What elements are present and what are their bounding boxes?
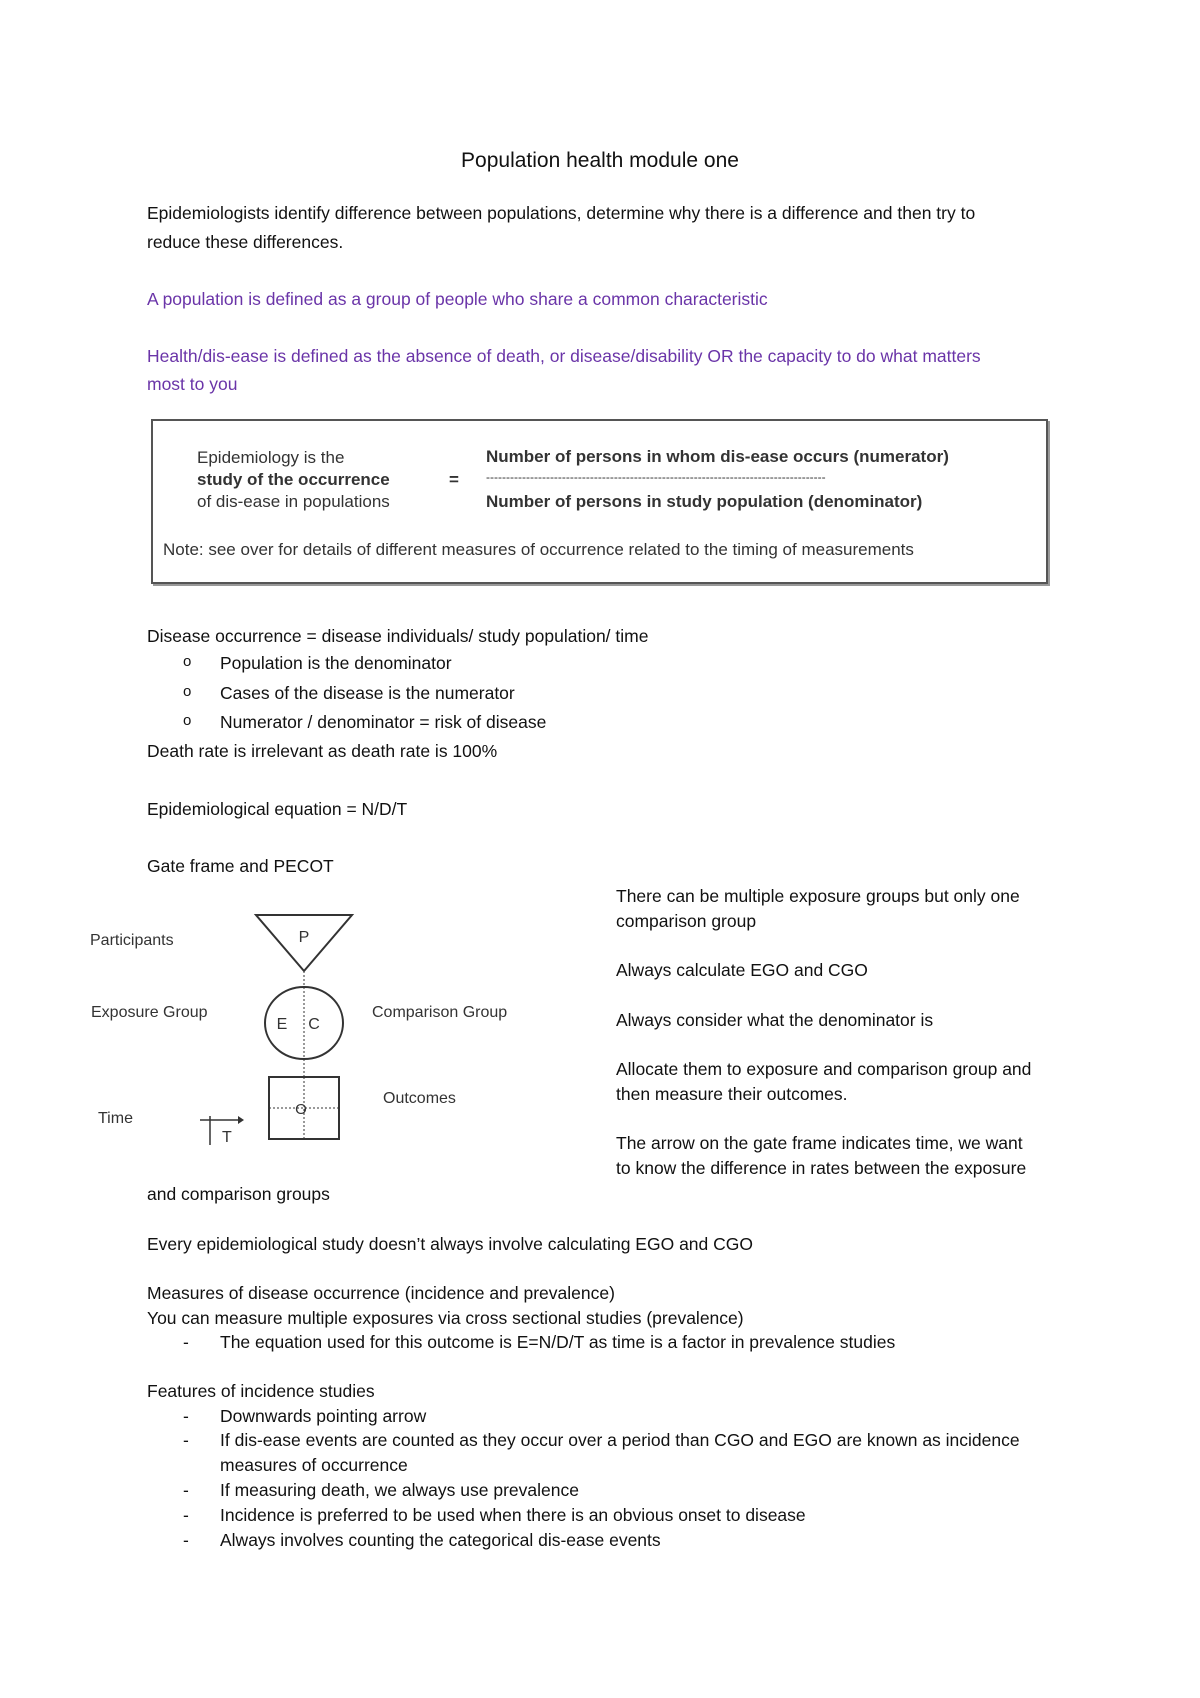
- incidence-bullet-3: If measuring death, we always use prevalence: [220, 1480, 579, 1500]
- epidemiology-definition-box: [151, 419, 1048, 584]
- exposure-group-label: Exposure Group: [91, 1004, 208, 1021]
- death-rate-line: Death rate is irrelevant as death rate is 100%: [147, 741, 498, 761]
- box-left-line-2-text: study of the occurrence: [197, 470, 390, 489]
- occurrence-bullet-3: Numerator / denominator = risk of disease: [220, 712, 547, 732]
- bullet-marker: o: [183, 653, 192, 670]
- measures-line-2: You can measure multiple exposures via cross sectional studies (prevalence): [147, 1308, 744, 1328]
- incidence-bullet-2-line-1: If dis-ease events are counted as they occur over a period than CGO and EGO are known as incidence: [220, 1430, 1020, 1450]
- intro-line-2: reduce these differences.: [147, 232, 344, 252]
- comparison-group-label: Comparison Group: [372, 1004, 508, 1021]
- occurrence-heading: Disease occurrence = disease individuals/ study population/ time: [147, 626, 649, 646]
- gate-frame-heading: Gate frame and PECOT: [147, 856, 334, 876]
- population-definition: A population is defined as a group of people who share a common characteristic: [147, 289, 768, 309]
- note-5-line-2: to know the difference in rates between the exposure: [616, 1158, 1027, 1178]
- note-1-line-1: There can be multiple exposure groups but only one: [616, 886, 1020, 906]
- note-2: Always calculate EGO and CGO: [616, 960, 868, 980]
- every-study-line: Every epidemiological study doesn’t always involve calculating EGO and CGO: [147, 1234, 753, 1254]
- gate-frame-diagram: [190, 905, 370, 1145]
- box-note: Note: see over for details of different measures of occurrence related to the timing of measurements: [163, 540, 914, 559]
- health-definition-line-1: Health/dis-ease is defined as the absence of death, or disease/disability OR the capacity to do what matters: [147, 346, 981, 366]
- page-title: Population health module one: [461, 149, 739, 172]
- box-numerator: Number of persons in whom dis-ease occurs (numerator): [486, 447, 949, 466]
- dash-marker: -: [183, 1480, 189, 1500]
- box-left-line-3: of dis-ease in populations: [197, 492, 390, 511]
- note-4-line-1: Allocate them to exposure and comparison group and: [616, 1059, 1032, 1079]
- t-label: T: [222, 1129, 232, 1145]
- box-divider: -------------------------------------------------------------------------------------: [486, 470, 826, 484]
- continuation-line: and comparison groups: [147, 1184, 330, 1204]
- c-label: C: [308, 1016, 320, 1033]
- participants-label: Participants: [90, 932, 174, 949]
- box-equals: =: [449, 470, 459, 489]
- outcomes-label: Outcomes: [383, 1090, 456, 1107]
- incidence-bullet-2-line-2: measures of occurrence: [220, 1455, 408, 1475]
- e-label: E: [276, 1016, 288, 1033]
- dash-marker: -: [183, 1406, 189, 1426]
- epidemiological-equation: Epidemiological equation = N/D/T: [147, 799, 408, 819]
- incidence-bullet-1: Downwards pointing arrow: [220, 1406, 427, 1426]
- p-label: P: [298, 929, 310, 946]
- bullet-marker: o: [183, 712, 192, 729]
- box-denominator: Number of persons in study population (denominator): [486, 492, 923, 511]
- time-label: Time: [98, 1110, 133, 1127]
- note-5-line-1: The arrow on the gate frame indicates time, we want: [616, 1133, 1023, 1153]
- dash-marker: -: [183, 1505, 189, 1525]
- dash-marker: -: [183, 1332, 189, 1352]
- occurrence-bullet-2: Cases of the disease is the numerator: [220, 683, 515, 703]
- dash-marker: -: [183, 1530, 189, 1550]
- bullet-marker: o: [183, 683, 192, 700]
- note-4-line-2: then measure their outcomes.: [616, 1084, 848, 1104]
- o-label: O: [295, 1101, 307, 1118]
- measures-bullet: The equation used for this outcome is E=N/D/T as time is a factor in prevalence studies: [220, 1332, 896, 1352]
- dash-marker: -: [183, 1430, 189, 1450]
- box-left-line-1: Epidemiology is the: [197, 448, 345, 467]
- incidence-heading: Features of incidence studies: [147, 1381, 375, 1401]
- incidence-bullet-5: Always involves counting the categorical dis-ease events: [220, 1530, 661, 1550]
- intro-line-1: Epidemiologists identify difference between populations, determine why there is a difference and then try to: [147, 203, 976, 223]
- note-1-line-2: comparison group: [616, 911, 757, 931]
- incidence-bullet-4: Incidence is preferred to be used when there is an obvious onset to disease: [220, 1505, 806, 1525]
- occurrence-bullet-1: Population is the denominator: [220, 653, 452, 673]
- box-left-line-2: [197, 469, 390, 491]
- measures-heading: Measures of disease occurrence (incidence and prevalence): [147, 1283, 615, 1303]
- note-3: Always consider what the denominator is: [616, 1010, 934, 1030]
- health-definition-line-2: most to you: [147, 374, 238, 394]
- time-arrowhead: [238, 1116, 244, 1124]
